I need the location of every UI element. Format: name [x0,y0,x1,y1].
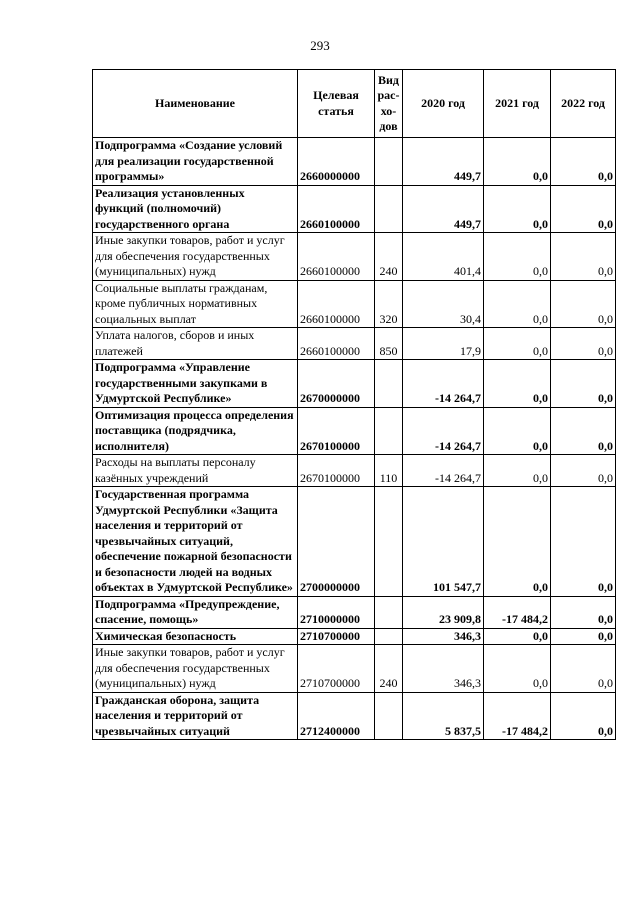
row-name: Уплата налогов, сборов и иных платежей [93,328,298,360]
row-target-article: 2660100000 [298,233,375,281]
row-value-2022: 0,0 [551,455,616,487]
row-value-2021: -17 484,2 [484,596,551,628]
row-value-2021: 0,0 [484,360,551,408]
row-target-article: 2670000000 [298,360,375,408]
row-expense-kind [375,487,403,597]
row-value-2022: 0,0 [551,692,616,740]
table-row [93,487,616,597]
row-value-2020: -14 264,7 [403,455,484,487]
row-value-2020: 401,4 [403,233,484,281]
table-row [93,455,616,487]
row-target-article: 2700000000 [298,487,375,597]
row-value-2020: 5 837,5 [403,692,484,740]
table-row [93,185,616,233]
row-target-article: 2710000000 [298,596,375,628]
row-value-2021: 0,0 [484,328,551,360]
row-value-2020: 23 909,8 [403,596,484,628]
budget-table [92,69,616,740]
table-row [93,280,616,328]
header-name: Наименование [93,70,298,138]
row-value-2022: 0,0 [551,138,616,186]
row-name: Оптимизация процесса определения поставщика (подрядчика, исполнителя) [93,407,298,455]
row-target-article: 2670100000 [298,407,375,455]
row-value-2020: -14 264,7 [403,407,484,455]
row-target-article: 2710700000 [298,645,375,693]
row-value-2020: 346,3 [403,645,484,693]
row-expense-kind [375,138,403,186]
row-expense-kind: 240 [375,233,403,281]
table-row [93,596,616,628]
row-value-2022: 0,0 [551,185,616,233]
row-value-2021: 0,0 [484,138,551,186]
row-value-2022: 0,0 [551,407,616,455]
table-body [93,138,616,740]
row-expense-kind: 320 [375,280,403,328]
row-expense-kind: 850 [375,328,403,360]
row-target-article: 2670100000 [298,455,375,487]
row-value-2021: 0,0 [484,628,551,645]
row-name: Реализация установленных функций (полномочий) государственного органа [93,185,298,233]
table-row [93,138,616,186]
row-expense-kind [375,360,403,408]
row-name: Государственная программа Удмуртской Республики «Защита населения и территорий от чрезвычайных ситуаций, обеспечение пожарной безопасности и безопасности людей на водных объектах в Удмуртской Республике» [93,487,298,597]
row-expense-kind [375,628,403,645]
row-value-2022: 0,0 [551,328,616,360]
row-value-2021: 0,0 [484,487,551,597]
row-value-2020: -14 264,7 [403,360,484,408]
row-value-2021: 0,0 [484,280,551,328]
row-value-2020: 30,4 [403,280,484,328]
row-value-2021: 0,0 [484,185,551,233]
header-target-article: Целевая статья [298,70,375,138]
row-value-2020: 449,7 [403,185,484,233]
row-name: Социальные выплаты гражданам, кроме публичных нормативных социальных выплат [93,280,298,328]
row-value-2022: 0,0 [551,233,616,281]
row-value-2021: 0,0 [484,455,551,487]
header-2021: 2021 год [484,70,551,138]
page-number: 293 [310,38,330,53]
row-name: Гражданская оборона, защита населения и территорий от чрезвычайных ситуаций [93,692,298,740]
row-expense-kind [375,185,403,233]
table-row [93,233,616,281]
row-value-2020: 17,9 [403,328,484,360]
row-value-2020: 101 547,7 [403,487,484,597]
row-name: Подпрограмма «Управление государственными закупками в Удмуртской Республике» [93,360,298,408]
row-target-article: 2712400000 [298,692,375,740]
row-name: Подпрограмма «Создание условий для реализации государственной программы» [93,138,298,186]
row-value-2020: 346,3 [403,628,484,645]
table-row [93,692,616,740]
header-expense-kind: Вид рас- хо- дов [375,70,403,138]
row-target-article: 2660100000 [298,280,375,328]
row-target-article: 2660100000 [298,185,375,233]
row-target-article: 2660100000 [298,328,375,360]
header-2022: 2022 год [551,70,616,138]
table-row [93,328,616,360]
row-value-2022: 0,0 [551,596,616,628]
row-name: Расходы на выплаты персоналу казённых учреждений [93,455,298,487]
table-row [93,407,616,455]
table-header-row [93,70,616,138]
row-value-2021: 0,0 [484,407,551,455]
row-name: Иные закупки товаров, работ и услуг для обеспечения государственных (муниципальных) нужд [93,233,298,281]
row-value-2022: 0,0 [551,280,616,328]
row-expense-kind [375,596,403,628]
row-value-2021: 0,0 [484,233,551,281]
row-target-article: 2660000000 [298,138,375,186]
row-value-2022: 0,0 [551,487,616,597]
row-expense-kind: 110 [375,455,403,487]
row-expense-kind: 240 [375,645,403,693]
header-2020: 2020 год [403,70,484,138]
table-row [93,628,616,645]
row-expense-kind [375,407,403,455]
row-name: Иные закупки товаров, работ и услуг для обеспечения государственных (муниципальных) нужд [93,645,298,693]
row-target-article: 2710700000 [298,628,375,645]
table-row [93,645,616,693]
row-value-2021: 0,0 [484,645,551,693]
table-row [93,360,616,408]
row-value-2021: -17 484,2 [484,692,551,740]
row-name: Подпрограмма «Предупреждение, спасение, помощь» [93,596,298,628]
row-value-2020: 449,7 [403,138,484,186]
row-expense-kind [375,692,403,740]
row-name: Химическая безопасность [93,628,298,645]
row-value-2022: 0,0 [551,645,616,693]
row-value-2022: 0,0 [551,628,616,645]
row-value-2022: 0,0 [551,360,616,408]
